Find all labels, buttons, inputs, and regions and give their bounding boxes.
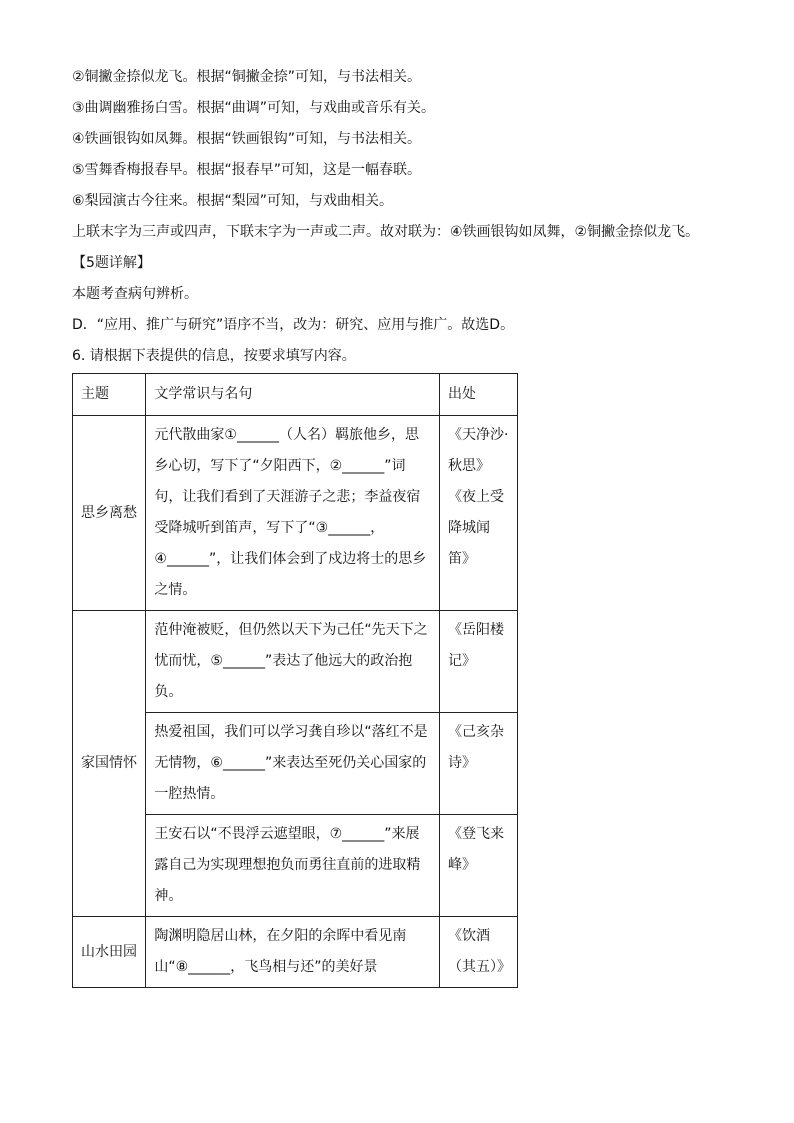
- section-line-2: D．“应用、推广与研究”语序不当，改为：研究、应用与推广。故选D。: [72, 317, 515, 333]
- section-line-1: 本题考查病句辨析。: [72, 286, 198, 302]
- content-cell: 范仲淹被贬，但仍然以天下为己任“先天下之忧而忧，⑤______”表达了他远大的政治抱负。: [146, 611, 440, 713]
- header-content: 文学常识与名句: [146, 374, 440, 416]
- header-source: 出处: [440, 374, 518, 416]
- content-cell: 王安石以“不畏浮云遮望眼，⑦______”来展露自己为实现理想抱负而勇往直前的进取精神。: [146, 815, 440, 917]
- table-row: [73, 917, 518, 988]
- header-theme: 主题: [73, 374, 146, 416]
- info-table: [72, 373, 518, 988]
- source-cell: 《岳阳楼记》: [440, 611, 518, 713]
- explanation-line-5: ⑤雪舞香梅报春早。根据“报春早”可知，这是一幅春联。: [72, 162, 422, 178]
- theme-cell: 思乡离愁: [73, 416, 146, 611]
- source-cell: 《登飞来峰》: [440, 815, 518, 917]
- section-title: 【5题详解】: [72, 255, 151, 271]
- table-header-row: [73, 374, 518, 416]
- explanation-line-3: ③曲调幽雅扬白雪。根据“曲调”可知，与戏曲或音乐有关。: [72, 100, 436, 116]
- explanation-line-2: ②铜撇金捺似龙飞。根据“铜撇金捺”可知，与书法相关。: [72, 69, 422, 85]
- answer-explanation: [72, 62, 732, 372]
- explanation-line-4: ④铁画银钩如凤舞。根据“铁画银钩”可知，与书法相关。: [72, 131, 422, 147]
- content-cell: 陶渊明隐居山林，在夕阳的余晖中看见南山“⑧______，飞鸟相与还”的美好景: [146, 917, 440, 988]
- explanation-conclusion: 上联末字为三声或四声，下联末字为一声或二声。故对联为：④铁画银钩如凤舞，②铜撇金捺似龙飞。: [72, 224, 700, 240]
- content-cell: 元代散曲家①______（人名）羁旅他乡，思乡心切，写下了“夕阳西下，②______”词句，让我们看到了天涯游子之悲；李益夜宿受降城听到笛声，写下了“③______，④______”，让我们体会到了戍边将士的思乡之情。: [146, 416, 440, 611]
- table-row: [73, 611, 518, 713]
- theme-cell: 家国情怀: [73, 611, 146, 917]
- table-row: [73, 416, 518, 611]
- source-cell: 《天净沙·秋思》《夜上受降城闻笛》: [440, 416, 518, 611]
- question-6: 6. 请根据下表提供的信息，按要求填写内容。: [72, 348, 356, 364]
- explanation-line-6: ⑥梨园演古今往来。根据“梨园”可知，与戏曲相关。: [72, 193, 394, 209]
- source-cell: 《饮酒（其五）》: [440, 917, 518, 988]
- source-cell: 《己亥杂诗》: [440, 713, 518, 815]
- theme-cell: 山水田园: [73, 917, 146, 988]
- content-cell: 热爱祖国，我们可以学习龚自珍以“落红不是无情物，⑥______”来表达至死仍关心国家的一腔热情。: [146, 713, 440, 815]
